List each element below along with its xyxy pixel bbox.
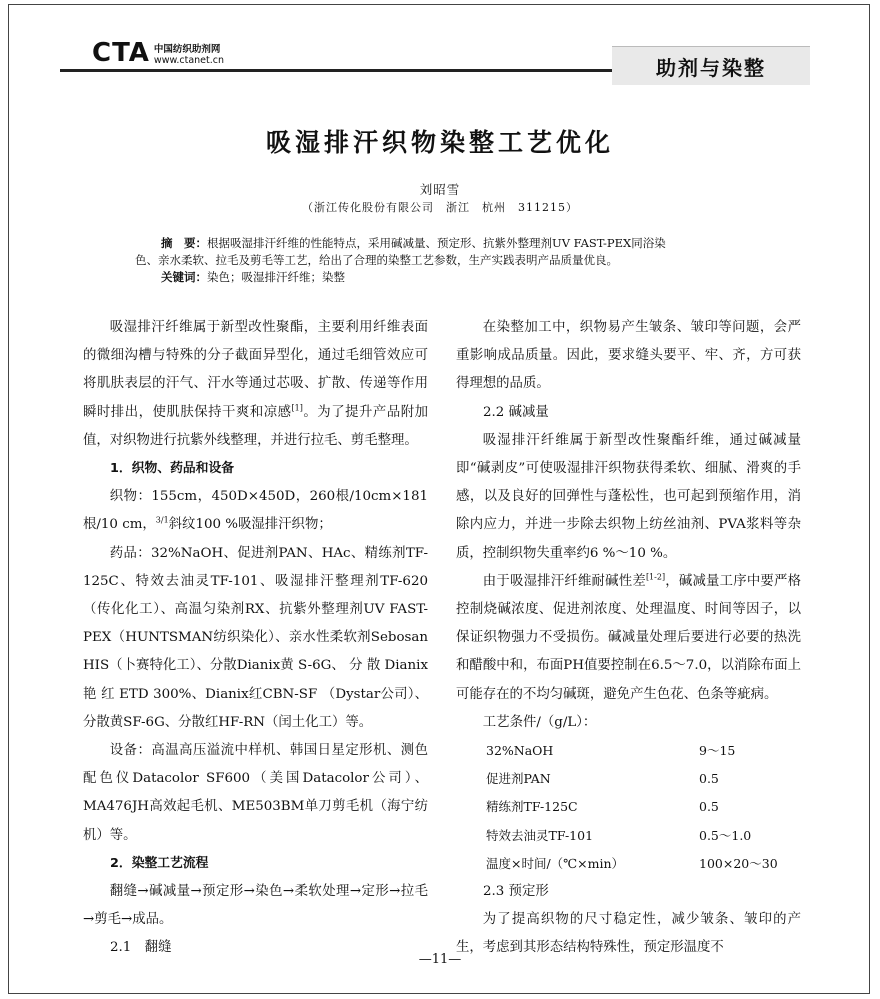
condition-name: 特效去油灵TF-101 [486, 827, 594, 843]
alkali-paragraph-1: 吸湿排汗纤维属于新型改性聚酯纤维，通过碱减量即“碱剥皮”可使吸湿排汗织物获得柔软、细腻、滑爽的手感，以及良好的回弹性与蓬松性，也可起到预缩作用，消除内应力，并进一步除去织物上纺丝油剂、PVA浆料等杂质，控制织物失重率约6 %～10 %。 [456, 432, 801, 561]
intro-text-cont: 。为了提升产品附加值，对织物进行抗紫外线整理，并进行拉毛、剪毛整理。 [83, 404, 429, 448]
equipment-paragraph: 设备：高温高压溢流中样机、韩国日星定形机、测色配色仪Datacolor SF600（美国Datacolor公司）、MA476JH高效起毛机、ME503BM单刀剪毛机（海宁纺机）等。 [83, 743, 428, 843]
section-heading-1: 1．织物、药品和设备 [110, 461, 235, 477]
condition-row [486, 793, 778, 821]
logo-subtitle [154, 44, 224, 66]
abstract-block [135, 235, 755, 286]
abstract-text-1: 根据吸湿排汗纤维的性能特点，采用碱减量、预定形、抗紫外整理剂UV FAST-PEX同浴染 [207, 236, 666, 250]
affiliation: （浙江传化股份有限公司 浙江 杭州 311215） [302, 201, 578, 214]
abstract-line-1 [135, 235, 755, 252]
presetting-paragraph: 为了提高织物的尺寸稳定性，减少皱条、皱印的产生，考虑到其形态结构特殊性，预定形温度不 [456, 912, 801, 956]
keywords-label: 关键词： [161, 270, 207, 284]
keywords-line [135, 269, 755, 286]
condition-value: 0.5 [699, 771, 719, 787]
fabric-paragraph [83, 483, 428, 539]
logo-url: www.ctanet.cn [153, 55, 225, 66]
section-heading-2: 2．染整工艺流程 [110, 855, 209, 871]
abstract-label: 摘 要： [161, 236, 207, 250]
logo-cn-name: 中国纺织助剂网 [153, 44, 221, 55]
condition-value: 0.5 [699, 799, 719, 815]
conditions-title: 工艺条件/（g/L）： [482, 714, 597, 730]
process-conditions-table [486, 737, 778, 878]
cta-logo [92, 40, 224, 66]
condition-row [486, 765, 778, 793]
condition-value: 0.5～1.0 [699, 827, 752, 843]
alkali-paragraph-2 [456, 568, 801, 709]
subsection-heading-2-2: 2.2 碱减量 [483, 404, 549, 420]
subsection-heading-2-3: 2.3 预定形 [483, 884, 549, 900]
alkali-text: 由于吸湿排汗纤维耐碱性差 [482, 573, 646, 589]
condition-value: 100×20～30 [699, 855, 778, 871]
fabric-text: 织物：155cm，450D×450D，260根/10cm×181根/10 cm， [83, 489, 428, 533]
condition-name: 促进剂PAN [486, 771, 551, 787]
subsection-heading-2-1: 2.1 翻缝 [110, 940, 172, 956]
intro-paragraph [83, 314, 428, 455]
article-title: 吸湿排汗织物染整工艺优化 [265, 128, 614, 157]
twill-fraction: 3/1 [155, 515, 169, 525]
condition-value: 9～15 [699, 743, 736, 759]
condition-row [486, 822, 778, 850]
condition-name: 32%NaOH [486, 743, 554, 759]
logo-text: CTA [92, 38, 150, 68]
citation: [1-2] [645, 572, 666, 582]
page-number: —11— [418, 952, 462, 967]
fabric-text-cont: 斜纹100 %吸湿排汗织物； [168, 517, 332, 533]
intro-text: 吸湿排汗纤维属于新型改性聚酯，主要利用纤维表面的微细沟槽与特殊的分子截面异型化，通过毛细管效应可将肌肤表层的汗气、汗水等通过芯吸、扩散、传递等作用瞬时排出，使肌肤保持干爽和凉感 [83, 320, 428, 420]
keywords: 染色；吸湿排汗纤维；染整 [207, 270, 345, 284]
citation: [1] [291, 403, 303, 413]
chemicals-paragraph: 药品：32%NaOH、促进剂PAN、HAc、精练剂TF-125C、特效去油灵TF-101、吸湿排汗整理剂TF-620（传化化工）、高温匀染剂RX、抗紫外整理剂UV FAST-PEX（HUNTSMAN纺织染化）、亲水性柔软剂Sebosan HIS（卜赛特化工）、分散Dianix黄 S-6G、 分 散 Dianix艳 红 ETD 300%、Dianix红CBN-SF （Dystar公司）、分散黄SF-6G、分散红HF-RN（闰土化工）等。 [83, 545, 428, 730]
left-column [83, 314, 428, 963]
alkali-text-cont: ，碱减量工序中要严格控制烧碱浓度、促进剂浓度、处理温度、时间等因子，以保证织物强力不受损伤。碱减量处理后要进行必要的热洗和醋酸中和，布面PH值要控制在6.5～7.0，以消除布面上可能存在的不均匀碱斑，避免产生色花、色条等疵病。 [456, 573, 802, 702]
abstract-line-2: 色、亲水柔软、拉毛及剪毛等工艺，给出了合理的染整工艺参数，生产实践表明产品质量优良。 [135, 253, 618, 267]
condition-row [486, 737, 778, 765]
condition-name: 精练剂TF-125C [486, 799, 578, 815]
right-column [456, 314, 801, 963]
condition-name: 温度×时间/（℃×min） [486, 855, 625, 871]
section-tab: 助剂与染整 [612, 46, 810, 85]
author: 刘昭雪 [419, 182, 461, 197]
condition-row [486, 850, 778, 878]
process-flow: 翻缝→碱减量→预定形→染色→柔软处理→定形→拉毛→剪毛→成品。 [83, 884, 428, 928]
seam-paragraph: 在染整加工中，织物易产生皱条、皱印等问题，会严重影响成品质量。因此，要求缝头要平、牢、齐，方可获得理想的品质。 [456, 320, 801, 392]
